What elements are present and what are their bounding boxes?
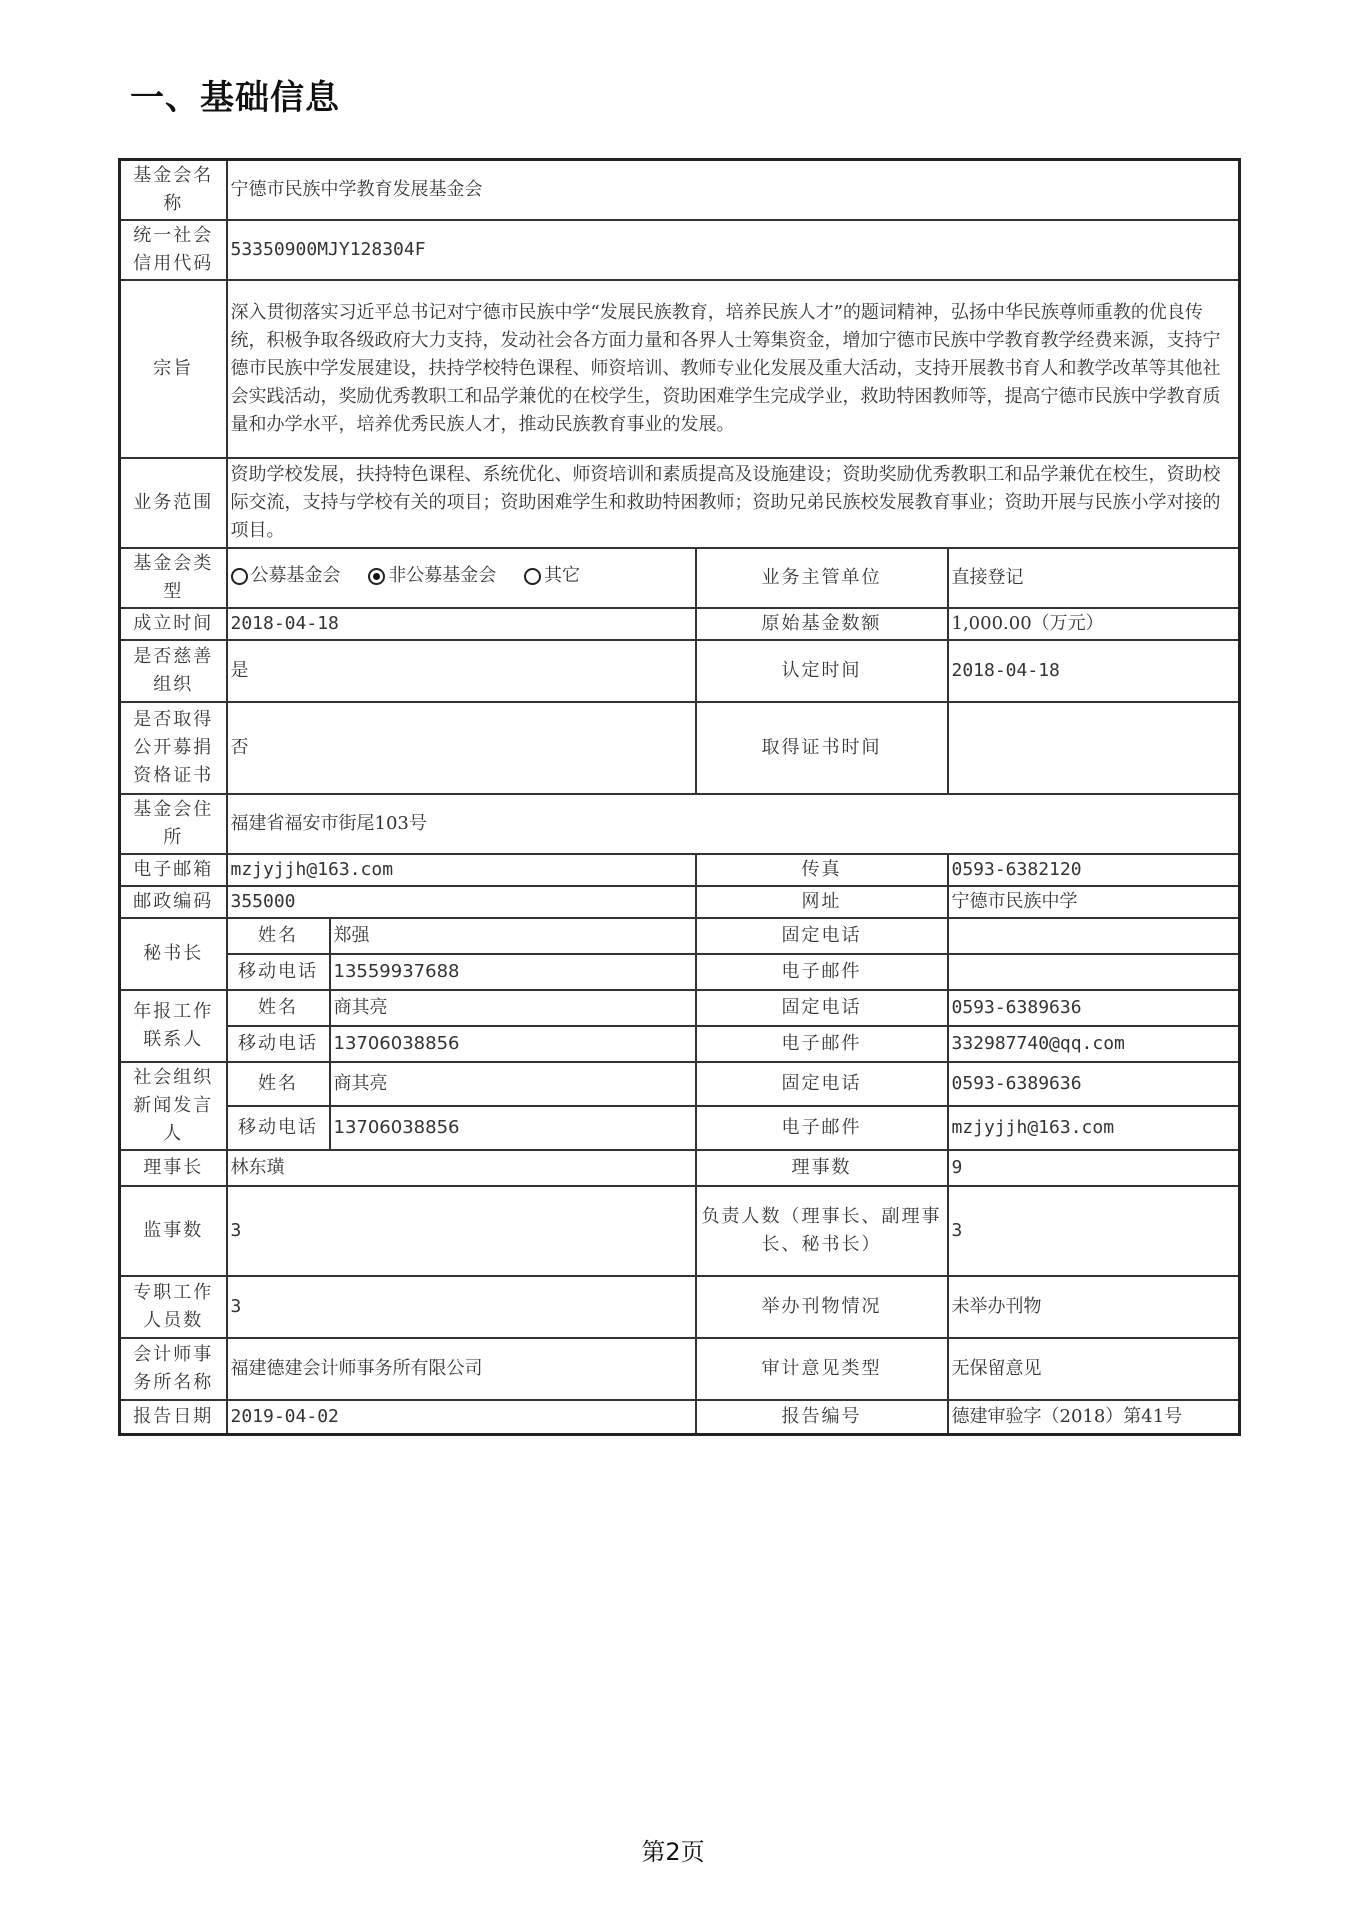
label-director-count: 理事数 bbox=[696, 1150, 948, 1186]
value-leaders: 3 bbox=[948, 1186, 1240, 1276]
label-fixed-phone: 固定电话 bbox=[696, 990, 948, 1026]
label-supervisors: 监事数 bbox=[120, 1186, 227, 1276]
label-founded: 成立时间 bbox=[120, 608, 227, 640]
type-options bbox=[227, 548, 696, 608]
value-report-date: 2019-04-02 bbox=[227, 1400, 696, 1434]
value-credit-code: 53350900MJY128304F bbox=[227, 220, 1240, 280]
sub-label-name: 姓名 bbox=[227, 990, 330, 1026]
label-spokesperson: 社会组织新闻发言人 bbox=[120, 1062, 227, 1150]
label-type: 基金会类型 bbox=[120, 548, 227, 608]
value-fax: 0593-6382120 bbox=[948, 854, 1240, 886]
value-publications: 未举办刊物 bbox=[948, 1276, 1240, 1338]
sub-label-mobile: 移动电话 bbox=[227, 1106, 330, 1150]
label-purpose: 宗旨 bbox=[120, 280, 227, 458]
type-option-other bbox=[524, 562, 580, 590]
value-email: mzjyjjh@163.com bbox=[227, 854, 696, 886]
label-fax: 传真 bbox=[696, 854, 948, 886]
label-name: 基金会名称 bbox=[120, 160, 227, 221]
label-public-fundraising: 是否取得公开募捐资格证书 bbox=[120, 702, 227, 794]
basic-info-table bbox=[118, 158, 1241, 1436]
label-original-fund: 原始基金数额 bbox=[696, 608, 948, 640]
label-certified-time: 认定时间 bbox=[696, 640, 948, 702]
label-email-sub: 电子邮件 bbox=[696, 954, 948, 990]
label-credit-code: 统一社会信用代码 bbox=[120, 220, 227, 280]
value-spokes-mobile: 13706038856 bbox=[330, 1106, 696, 1150]
label-publications: 举办刊物情况 bbox=[696, 1276, 948, 1338]
label-annual-contact: 年报工作联系人 bbox=[120, 990, 227, 1062]
type-option-public-label: 公募基金会 bbox=[250, 565, 341, 587]
value-audit-firm: 福建德建会计师事务所有限公司 bbox=[227, 1338, 696, 1400]
label-fixed-phone: 固定电话 bbox=[696, 1062, 948, 1106]
label-website: 网址 bbox=[696, 886, 948, 918]
value-address: 福建省福安市街尾103号 bbox=[227, 794, 1240, 854]
radio-unchecked-icon bbox=[524, 568, 541, 585]
sub-label-mobile: 移动电话 bbox=[227, 954, 330, 990]
value-annual-email: 332987740@qq.com bbox=[948, 1026, 1240, 1062]
label-postcode: 邮政编码 bbox=[120, 886, 227, 918]
value-scope: 资助学校发展，扶持特色课程、系统优化、师资培训和素质提高及设施建设；资助奖励优秀教职工和品学兼优在校生，资助校际交流，支持与学校有关的项目；资助困难学生和救助特困教师；资助兄弟民族校发展教育事业；资助开展与民族小学对接的项目。 bbox=[227, 458, 1240, 548]
radio-unchecked-icon bbox=[231, 568, 248, 585]
value-audit-opinion: 无保留意见 bbox=[948, 1338, 1240, 1400]
value-chairman: 林东璜 bbox=[227, 1150, 696, 1186]
value-purpose: 深入贯彻落实习近平总书记对宁德市民族中学“发展民族教育，培养民族人才”的题词精神，弘扬中华民族尊师重教的优良传统，积极争取各级政府大力支持，发动社会各方面力量和各界人士筹集资金，增加宁德市民族中学教育教学经费来源，支持宁德市民族中学发展建设，扶持学校特色课程、师资培训、教师专业化发展及重大活动，支持开展教书育人和教学改革等其他社会实践活动，奖励优秀教职工和品学兼优的在校学生，资助困难学生完成学业，救助特困教师等，提高宁德市民族中学教育质量和办学水平，培养优秀民族人才，推动民族教育事业的发展。 bbox=[227, 280, 1240, 458]
label-report-no: 报告编号 bbox=[696, 1400, 948, 1434]
label-cert-time: 取得证书时间 bbox=[696, 702, 948, 794]
page-number: 第2页 bbox=[641, 1838, 705, 1866]
radio-checked-icon bbox=[368, 568, 385, 585]
label-audit-opinion: 审计意见类型 bbox=[696, 1338, 948, 1400]
label-audit-firm: 会计师事务所名称 bbox=[120, 1338, 227, 1400]
sub-label-mobile: 移动电话 bbox=[227, 1026, 330, 1062]
value-spokes-phone: 0593-6389636 bbox=[948, 1062, 1240, 1106]
value-secretary-email bbox=[948, 954, 1240, 990]
value-charity: 是 bbox=[227, 640, 696, 702]
label-leaders: 负责人数（理事长、副理事长、秘书长） bbox=[696, 1186, 948, 1276]
value-supervisors: 3 bbox=[227, 1186, 696, 1276]
value-annual-phone: 0593-6389636 bbox=[948, 990, 1240, 1026]
label-address: 基金会住所 bbox=[120, 794, 227, 854]
label-fixed-phone: 固定电话 bbox=[696, 918, 948, 954]
value-website: 宁德市民族中学 bbox=[948, 886, 1240, 918]
value-name: 宁德市民族中学教育发展基金会 bbox=[227, 160, 1240, 221]
value-public-fundraising: 否 bbox=[227, 702, 696, 794]
value-spokes-email: mzjyjjh@163.com bbox=[948, 1106, 1240, 1150]
value-founded: 2018-04-18 bbox=[227, 608, 696, 640]
label-email-sub: 电子邮件 bbox=[696, 1106, 948, 1150]
value-certified-time: 2018-04-18 bbox=[948, 640, 1240, 702]
value-secretary-mobile: 13559937688 bbox=[330, 954, 696, 990]
sub-label-name: 姓名 bbox=[227, 1062, 330, 1106]
label-report-date: 报告日期 bbox=[120, 1400, 227, 1434]
label-charity: 是否慈善组织 bbox=[120, 640, 227, 702]
value-report-no: 德建审验字（2018）第41号 bbox=[948, 1400, 1240, 1434]
value-secretary-name: 郑强 bbox=[330, 918, 696, 954]
label-supervisor: 业务主管单位 bbox=[696, 548, 948, 608]
value-staff: 3 bbox=[227, 1276, 696, 1338]
value-supervisor: 直接登记 bbox=[948, 548, 1240, 608]
sub-label-name: 姓名 bbox=[227, 918, 330, 954]
label-email-sub: 电子邮件 bbox=[696, 1026, 948, 1062]
label-staff: 专职工作人员数 bbox=[120, 1276, 227, 1338]
value-secretary-phone bbox=[948, 918, 1240, 954]
value-spokes-name: 商其亮 bbox=[330, 1062, 696, 1106]
label-scope: 业务范围 bbox=[120, 458, 227, 548]
value-annual-mobile: 13706038856 bbox=[330, 1026, 696, 1062]
value-director-count: 9 bbox=[948, 1150, 1240, 1186]
section-heading: 一、基础信息 bbox=[130, 78, 340, 118]
label-secretary: 秘书长 bbox=[120, 918, 227, 990]
label-email: 电子邮箱 bbox=[120, 854, 227, 886]
value-original-fund: 1,000.00（万元） bbox=[948, 608, 1240, 640]
type-option-nonpublic-label: 非公募基金会 bbox=[388, 565, 497, 587]
type-option-nonpublic bbox=[368, 562, 496, 590]
value-annual-name: 商其亮 bbox=[330, 990, 696, 1026]
value-cert-time bbox=[948, 702, 1240, 794]
label-chairman: 理事长 bbox=[120, 1150, 227, 1186]
value-postcode: 355000 bbox=[227, 886, 696, 918]
type-option-public bbox=[231, 562, 341, 590]
type-option-other-label: 其它 bbox=[543, 565, 580, 587]
